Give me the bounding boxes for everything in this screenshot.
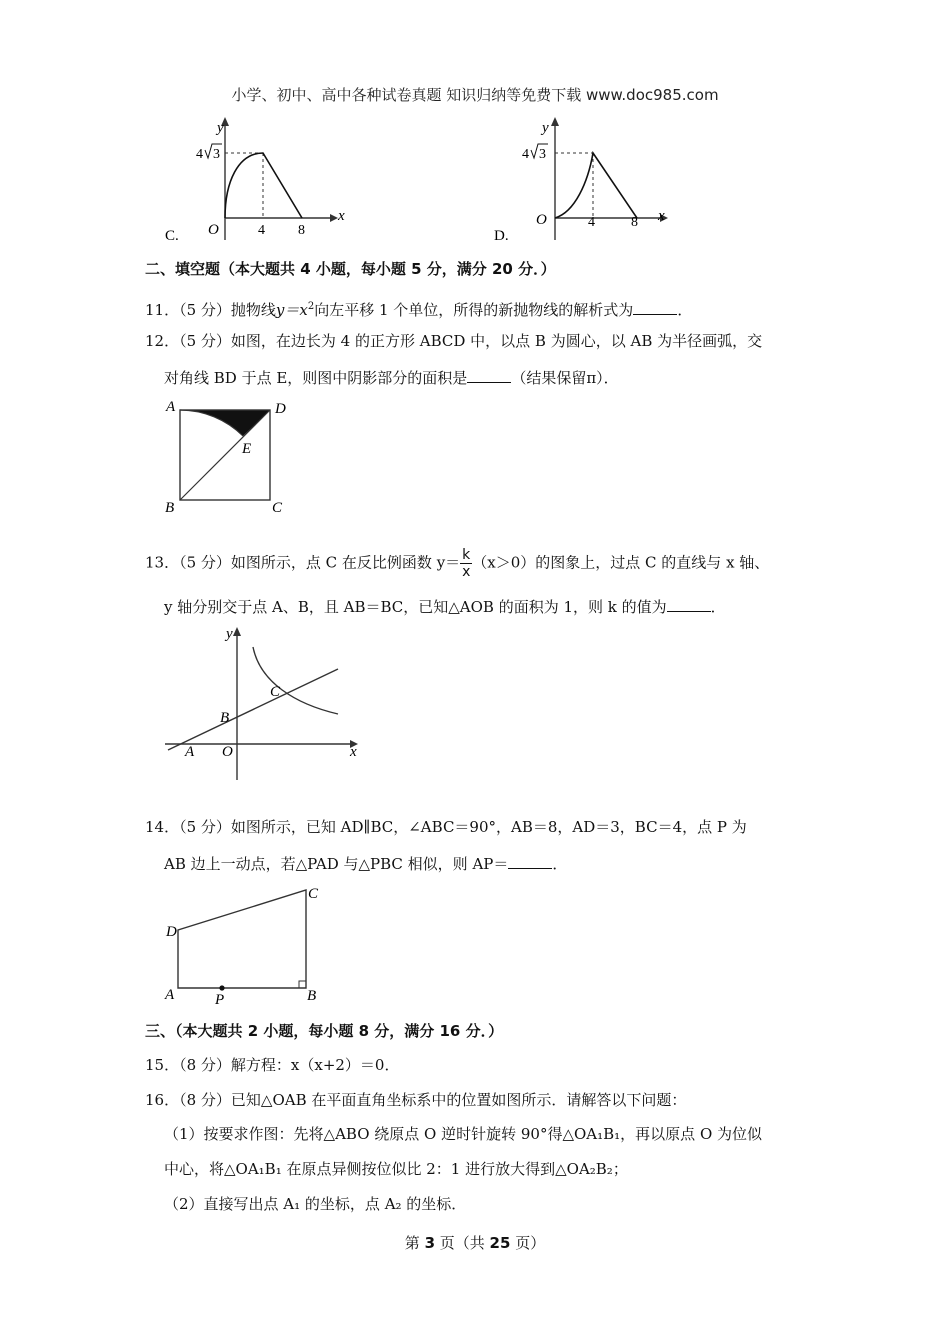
- x-tick-8: 8: [298, 223, 305, 238]
- origin-label: O: [536, 212, 547, 228]
- q13-text-a: （5 分）如图所示，点 C 在反比例函数 y＝: [179, 553, 461, 572]
- q13-frac-den: x: [462, 564, 471, 580]
- graph-d: [490, 112, 680, 244]
- page-footer: [0, 1232, 950, 1253]
- label-a: A: [165, 987, 175, 1003]
- label-b: B: [165, 500, 175, 516]
- q14-figure: [160, 878, 335, 1008]
- q12-line-2a: 对角线 BD 于点 E，则图中阴影部分的面积是: [164, 369, 468, 387]
- q14-line-2b: ．: [552, 855, 568, 873]
- y-label: y: [226, 626, 233, 642]
- footer-page-number: 3: [424, 1234, 435, 1252]
- q14-line-1: （5 分）如图所示，已知 AD∥BC，∠ABC＝90°，AB＝8，AD＝3，BC＝4，点 P 为: [179, 818, 747, 836]
- q13-number: 13．: [145, 553, 180, 572]
- question-14-line-2: [164, 854, 567, 874]
- q13-frac-num: k: [462, 547, 471, 563]
- q12-figure: [160, 395, 300, 520]
- label-a: A: [166, 399, 176, 415]
- footer-middle: 页（共: [435, 1234, 490, 1252]
- q16-number: 16．: [145, 1091, 180, 1109]
- q11-sup: 2: [307, 301, 315, 312]
- q11-text-b: 向左平移 1 个单位，所得的新抛物线的解析式为: [314, 301, 634, 319]
- q15-number: 15．: [145, 1056, 180, 1074]
- question-15: [145, 1055, 399, 1075]
- x-label: x: [338, 208, 345, 224]
- label-c: C: [270, 684, 281, 700]
- label-c: C: [272, 500, 283, 516]
- q16-line-2: （1）按要求作图：先将△ABO 绕原点 O 逆时针旋转 90°得△OA₁B₁，再以原点 O 为位似: [164, 1125, 763, 1143]
- right-angle-mark: [299, 981, 306, 988]
- footer-suffix: 页）: [510, 1234, 546, 1252]
- q16-line-4: （2）直接写出点 A₁ 的坐标，点 A₂ 的坐标．: [164, 1195, 467, 1213]
- option-d: D.: [494, 228, 509, 244]
- q11-formula: y＝x: [275, 301, 308, 319]
- curve-d: [555, 153, 637, 218]
- question-16-line-1: [145, 1090, 686, 1110]
- y-axis-arrow: [233, 627, 241, 636]
- x-tick-4: 4: [258, 223, 265, 238]
- x-tick-8: 8: [631, 215, 638, 230]
- section-2-title: 二、填空题（本大题共 4 小题，每小题 5 分，满分 20 分．）: [145, 260, 556, 278]
- q11-number: 11．: [145, 301, 180, 319]
- q13-text-b: （x＞0）的图象上，过点 C 的直线与 x 轴、: [472, 553, 770, 572]
- trapezoid: [178, 890, 306, 988]
- diagonal-bd: [180, 410, 270, 500]
- label-c: C: [308, 886, 319, 902]
- question-14-line-1: [145, 817, 747, 837]
- label-b: B: [307, 988, 317, 1004]
- q11-text-a: （5 分）抛物线: [179, 301, 276, 319]
- q14-number: 14．: [145, 818, 180, 836]
- label-b: B: [220, 710, 230, 726]
- q11-answer-blank: [633, 300, 677, 315]
- section-3-title: 三、（本大题共 2 小题，每小题 8 分，满分 16 分．）: [145, 1022, 504, 1040]
- label-a: A: [185, 744, 195, 760]
- y-value: 4: [196, 147, 203, 162]
- q13-answer-blank: [667, 597, 711, 612]
- label-e: E: [242, 441, 252, 457]
- x-label: x: [658, 208, 665, 224]
- x-axis-arrow: [330, 214, 338, 222]
- y-label: y: [542, 120, 549, 136]
- question-13-line-2: [164, 597, 726, 617]
- q13-fraction: [460, 547, 472, 580]
- q16-line-3: 中心，将△OA₁B₁ 在原点异侧按位似比 2：1 进行放大得到△OA₂B₂；: [164, 1160, 628, 1178]
- sqrt-value: 3: [213, 147, 220, 162]
- point-p: [219, 985, 224, 990]
- x-label: x: [350, 744, 357, 760]
- y-value: 4: [522, 147, 529, 162]
- question-12-line-1: [145, 331, 762, 351]
- label-o: O: [222, 744, 233, 760]
- q12-line-1: （5 分）如图，在边长为 4 的正方形 ABCD 中，以点 B 为圆心，以 AB 为半径画弧，交: [179, 332, 763, 350]
- line-abc: [168, 669, 338, 750]
- origin-label: O: [208, 222, 219, 238]
- q12-number: 12．: [145, 332, 180, 350]
- question-11: [145, 297, 692, 320]
- q13-line-2b: ．: [710, 598, 726, 616]
- graph-c: [160, 112, 350, 244]
- q13-line-2a: y 轴分别交于点 A、B，且 AB＝BC，已知△AOB 的面积为 1，则 k 的值为: [164, 598, 667, 616]
- x-tick-4: 4: [588, 215, 595, 230]
- q12-line-2b: （结果保留π）．: [511, 369, 619, 387]
- sqrt-value: 3: [539, 147, 546, 162]
- label-d: D: [275, 401, 286, 417]
- q14-answer-blank: [508, 854, 552, 869]
- label-d: D: [166, 924, 177, 940]
- footer-prefix: 第: [404, 1234, 425, 1252]
- footer-total-pages: 25: [489, 1234, 511, 1252]
- q15-text: （8 分）解方程：x（x+2）＝0．: [179, 1056, 400, 1074]
- q13-figure: [160, 622, 370, 784]
- label-p: P: [215, 992, 225, 1008]
- y-axis-arrow: [551, 117, 559, 126]
- q16-line-1: （8 分）已知△OAB 在平面直角坐标系中的位置如图所示．请解答以下问题：: [179, 1091, 687, 1109]
- q12-answer-blank: [467, 368, 511, 383]
- page-header: 小学、初中、高中各种试卷真题 知识归纳等免费下载 www.doc985.com: [231, 86, 719, 104]
- q14-line-2a: AB 边上一动点，若△PAD 与△PBC 相似，则 AP＝: [164, 855, 509, 873]
- option-c: C.: [165, 228, 179, 244]
- y-label: y: [217, 120, 224, 136]
- q11-end: ．: [677, 301, 693, 319]
- question-13-line-1: [145, 547, 769, 580]
- question-12-line-2: [164, 368, 619, 388]
